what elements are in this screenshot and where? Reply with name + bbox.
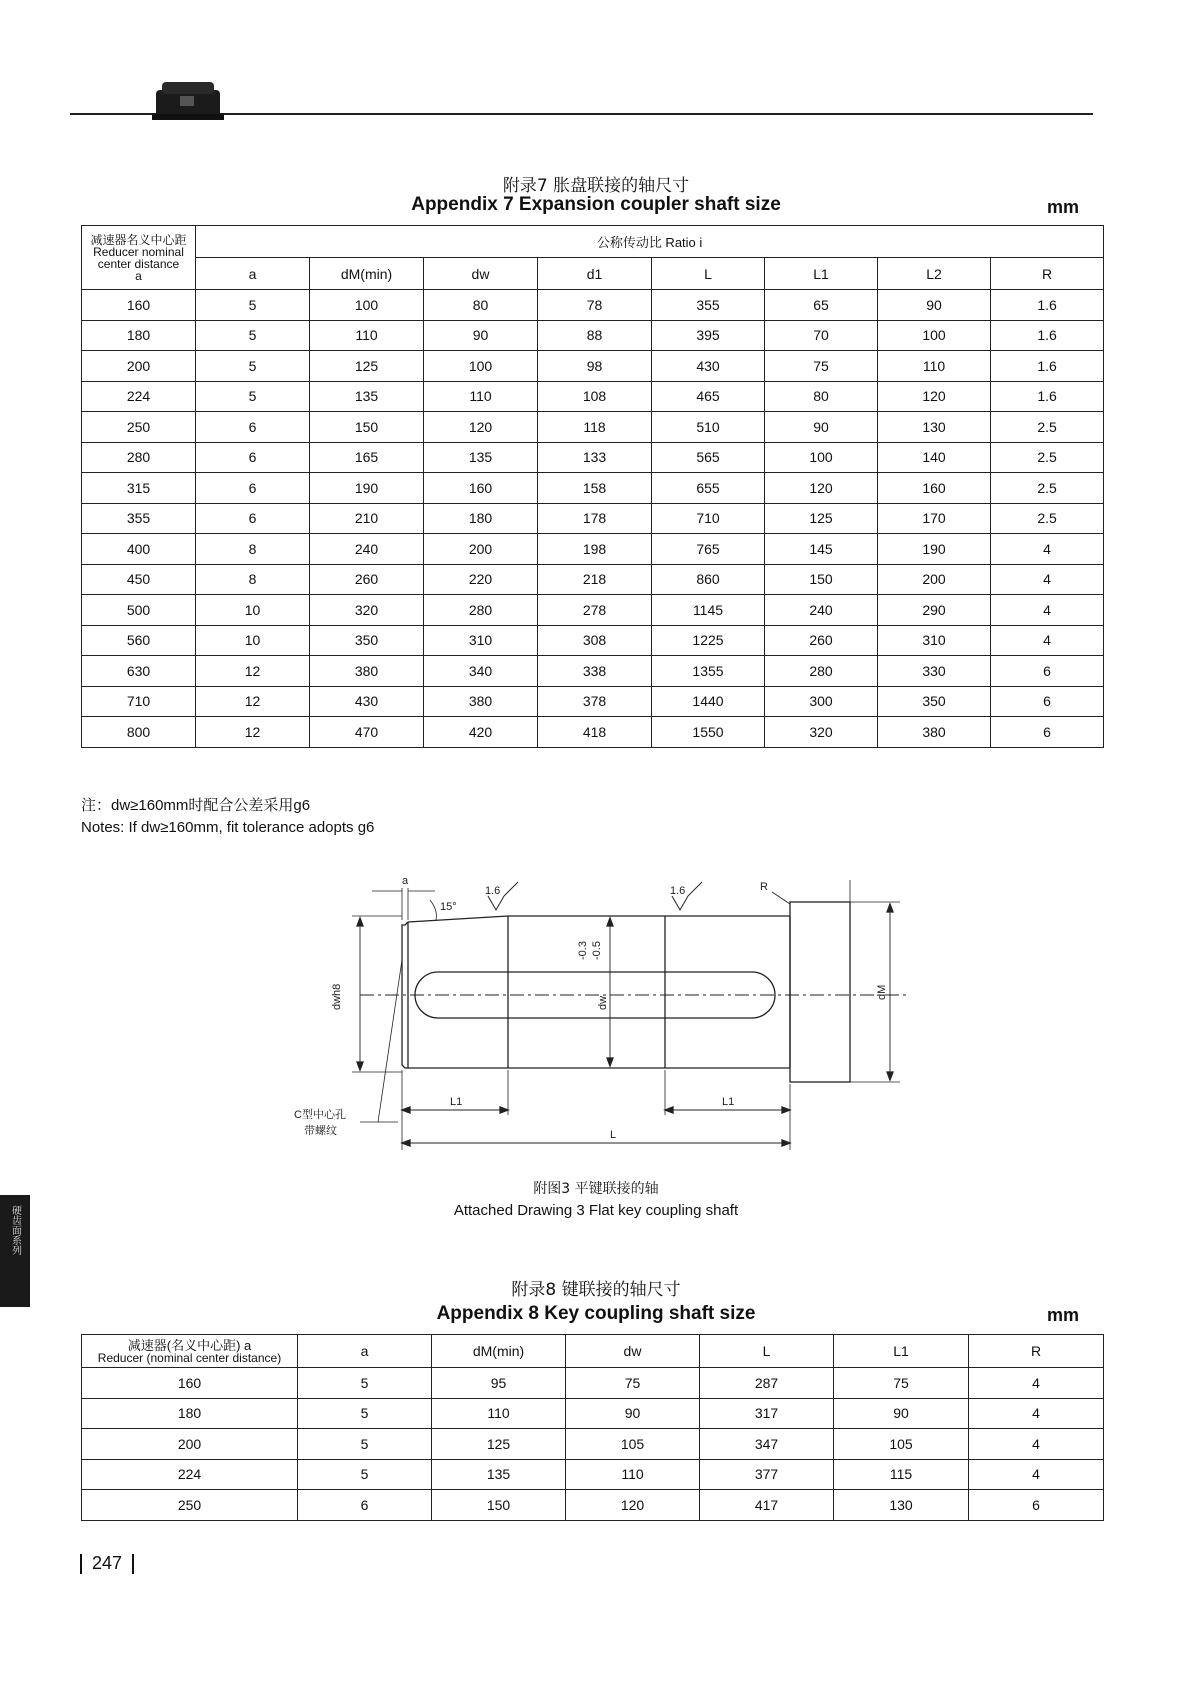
appendix8-title-cn: 附录8 键联接的轴尺寸 <box>511 1280 681 1300</box>
table-cell: 4 <box>969 1429 1104 1460</box>
table-row <box>82 1490 1104 1521</box>
table-cell: 180 <box>82 1398 298 1429</box>
table-cell: 400 <box>82 534 196 565</box>
table-cell: 110 <box>310 320 424 351</box>
table-cell: 380 <box>310 656 424 687</box>
appendix7-title-en: Appendix 7 Expansion coupler shaft size <box>411 194 781 215</box>
table-cell: 110 <box>878 351 991 382</box>
appendix8-table <box>81 1334 1104 1521</box>
table-cell: 4 <box>991 625 1104 656</box>
table-cell: 5 <box>298 1429 432 1460</box>
table-cell: 280 <box>424 595 538 626</box>
table-cell: 710 <box>82 686 196 717</box>
table-cell: 65 <box>765 290 878 321</box>
table-cell: 2.5 <box>991 442 1104 473</box>
table-cell: 80 <box>765 381 878 412</box>
table-cell: 308 <box>538 625 652 656</box>
table-cell: 1.6 <box>991 351 1104 382</box>
table-cell: 860 <box>652 564 765 595</box>
table-cell: 470 <box>310 717 424 748</box>
table-cell: 1.6 <box>991 290 1104 321</box>
table-cell: 5 <box>196 320 310 351</box>
table-cell: 218 <box>538 564 652 595</box>
table-cell: 655 <box>652 473 765 504</box>
table-cell: 310 <box>424 625 538 656</box>
drawing-caption-en: Attached Drawing 3 Flat key coupling shaft <box>453 1202 739 1219</box>
table-cell: 565 <box>652 442 765 473</box>
table-cell: 1440 <box>652 686 765 717</box>
table-cell: 200 <box>878 564 991 595</box>
appendix8-col-header: dw <box>566 1335 700 1368</box>
table-cell: 300 <box>765 686 878 717</box>
table-cell: 110 <box>566 1459 700 1490</box>
table-cell: 88 <box>538 320 652 351</box>
table-cell: 135 <box>432 1459 566 1490</box>
table-cell: 6 <box>196 412 310 443</box>
appendix8-col-header: R <box>969 1335 1104 1368</box>
appendix8-col-header: dM(min) <box>432 1335 566 1368</box>
table-cell: 6 <box>298 1490 432 1521</box>
table-cell: 80 <box>424 290 538 321</box>
table-cell: 320 <box>310 595 424 626</box>
appendix7-col-header: a <box>196 258 310 290</box>
table-cell: 260 <box>310 564 424 595</box>
table-cell: 125 <box>765 503 878 534</box>
roughness-label-1: 1.6 <box>485 885 501 897</box>
table-cell: 100 <box>765 442 878 473</box>
table-cell: 5 <box>196 290 310 321</box>
table-cell: 210 <box>310 503 424 534</box>
appendix7-col-header: dw <box>424 258 538 290</box>
table-row <box>82 351 1104 382</box>
table-cell: 120 <box>566 1490 700 1521</box>
table-cell: 135 <box>424 442 538 473</box>
table-cell: 4 <box>991 534 1104 565</box>
table-cell: 150 <box>310 412 424 443</box>
table-cell: 70 <box>765 320 878 351</box>
table-row <box>82 656 1104 687</box>
appendix7-notes <box>81 795 374 839</box>
dim-label-angle: 15° <box>440 901 457 913</box>
table-cell: 75 <box>566 1368 700 1399</box>
table-cell: 2.5 <box>991 412 1104 443</box>
series-side-tab <box>0 1195 30 1307</box>
table-cell: 510 <box>652 412 765 443</box>
roughness-label-2: 1.6 <box>670 885 686 897</box>
table-cell: 6 <box>969 1490 1104 1521</box>
table-row <box>82 320 1104 351</box>
page-number: 247 <box>80 1553 134 1574</box>
table-cell: 500 <box>82 595 196 626</box>
dim-label-dM: dM <box>876 984 888 1000</box>
table-cell: 4 <box>969 1368 1104 1399</box>
table-cell: 190 <box>878 534 991 565</box>
table-cell: 160 <box>82 290 196 321</box>
table-cell: 417 <box>700 1490 834 1521</box>
table-cell: 135 <box>310 381 424 412</box>
table-cell: 317 <box>700 1398 834 1429</box>
table-cell: 710 <box>652 503 765 534</box>
appendix8-unit: mm <box>1047 1305 1080 1325</box>
table-cell: 6 <box>196 473 310 504</box>
table-cell: 8 <box>196 564 310 595</box>
table-cell: 150 <box>432 1490 566 1521</box>
table-cell: 290 <box>878 595 991 626</box>
table-cell: 330 <box>878 656 991 687</box>
table-cell: 75 <box>765 351 878 382</box>
table-cell: 105 <box>834 1429 969 1460</box>
dim-label-tol-upper: -0.3 <box>577 941 589 960</box>
table-cell: 1.6 <box>991 381 1104 412</box>
table-cell: 160 <box>878 473 991 504</box>
table-row <box>82 1459 1104 1490</box>
table-cell: 150 <box>765 564 878 595</box>
table-cell: 12 <box>196 656 310 687</box>
table-cell: 118 <box>538 412 652 443</box>
table-cell: 140 <box>878 442 991 473</box>
appendix7-col-header: d1 <box>538 258 652 290</box>
table-cell: 418 <box>538 717 652 748</box>
table-cell: 120 <box>765 473 878 504</box>
table-cell: 310 <box>878 625 991 656</box>
table-cell: 240 <box>765 595 878 626</box>
table-cell: 90 <box>834 1398 969 1429</box>
dim-label-a: a <box>402 875 409 887</box>
center-hole-label-2: 带螺纹 <box>304 1125 337 1137</box>
table-cell: 115 <box>834 1459 969 1490</box>
table-cell: 75 <box>834 1368 969 1399</box>
table-cell: 160 <box>82 1368 298 1399</box>
table-row <box>82 564 1104 595</box>
table-cell: 125 <box>310 351 424 382</box>
appendix7-unit: mm <box>1047 197 1080 217</box>
appendix8-header-center-distance: 减速器(名义中心距) a Reducer (nominal center distance) <box>82 1335 298 1368</box>
table-cell: 90 <box>566 1398 700 1429</box>
table-cell: 160 <box>424 473 538 504</box>
table-cell: 320 <box>765 717 878 748</box>
table-cell: 1355 <box>652 656 765 687</box>
table-cell: 120 <box>878 381 991 412</box>
table-cell: 5 <box>196 381 310 412</box>
table-cell: 800 <box>82 717 196 748</box>
appendix7-table <box>81 225 1104 748</box>
table-cell: 2.5 <box>991 503 1104 534</box>
table-cell: 260 <box>765 625 878 656</box>
table-cell: 98 <box>538 351 652 382</box>
table-cell: 6 <box>991 717 1104 748</box>
note-cn: 注：dw≥160mm时配合公差采用g6 <box>81 797 311 814</box>
dim-label-tol-lower: -0.5 <box>591 941 603 960</box>
table-row <box>82 290 1104 321</box>
table-row <box>82 595 1104 626</box>
table-cell: 90 <box>424 320 538 351</box>
table-cell: 100 <box>310 290 424 321</box>
appendix8-col-header: L1 <box>834 1335 969 1368</box>
appendix7-header-ratio: 公称传动比 Ratio i <box>196 226 1104 258</box>
table-cell: 100 <box>878 320 991 351</box>
table-cell: 100 <box>424 351 538 382</box>
table-cell: 145 <box>765 534 878 565</box>
center-hole-label-1: C型中心孔 <box>294 1109 346 1121</box>
table-row <box>82 625 1104 656</box>
table-cell: 95 <box>432 1368 566 1399</box>
appendix7-col-header: dM(min) <box>310 258 424 290</box>
table-cell: 130 <box>834 1490 969 1521</box>
table-cell: 130 <box>878 412 991 443</box>
table-cell: 465 <box>652 381 765 412</box>
table-cell: 5 <box>298 1368 432 1399</box>
dim-label-dw: dw <box>597 995 609 1010</box>
note-en: Notes: If dw≥160mm, fit tolerance adopts g6 <box>81 819 375 836</box>
table-cell: 190 <box>310 473 424 504</box>
table-cell: 200 <box>82 1429 298 1460</box>
table-cell: 12 <box>196 686 310 717</box>
table-cell: 5 <box>298 1459 432 1490</box>
table-cell: 110 <box>432 1398 566 1429</box>
table-cell: 287 <box>700 1368 834 1399</box>
table-cell: 165 <box>310 442 424 473</box>
table-cell: 198 <box>538 534 652 565</box>
appendix8-col-header: a <box>298 1335 432 1368</box>
table-cell: 6 <box>196 442 310 473</box>
table-cell: 224 <box>82 381 196 412</box>
table-cell: 78 <box>538 290 652 321</box>
series-side-tab-label: 硬齿面系列 <box>9 1205 21 1255</box>
table-cell: 12 <box>196 717 310 748</box>
table-cell: 224 <box>82 1459 298 1490</box>
table-cell: 158 <box>538 473 652 504</box>
table-cell: 10 <box>196 625 310 656</box>
table-cell: 765 <box>652 534 765 565</box>
table-cell: 355 <box>652 290 765 321</box>
table-cell: 4 <box>991 564 1104 595</box>
table-cell: 4 <box>969 1459 1104 1490</box>
table-cell: 250 <box>82 1490 298 1521</box>
table-cell: 380 <box>878 717 991 748</box>
dim-label-R: R <box>760 881 768 893</box>
table-cell: 380 <box>424 686 538 717</box>
table-row <box>82 1368 1104 1399</box>
appendix7-title-cn: 附录7 胀盘联接的轴尺寸 <box>502 176 690 196</box>
table-cell: 200 <box>424 534 538 565</box>
table-cell: 1.6 <box>991 320 1104 351</box>
table-cell: 560 <box>82 625 196 656</box>
table-cell: 220 <box>424 564 538 595</box>
table-cell: 350 <box>878 686 991 717</box>
table-cell: 4 <box>969 1398 1104 1429</box>
table-cell: 338 <box>538 656 652 687</box>
table-cell: 340 <box>424 656 538 687</box>
table-cell: 5 <box>196 351 310 382</box>
table-cell: 450 <box>82 564 196 595</box>
table-cell: 180 <box>82 320 196 351</box>
table-cell: 395 <box>652 320 765 351</box>
table-cell: 108 <box>538 381 652 412</box>
table-cell: 4 <box>991 595 1104 626</box>
dim-label-L1-left: L1 <box>450 1096 463 1108</box>
table-cell: 347 <box>700 1429 834 1460</box>
table-cell: 1550 <box>652 717 765 748</box>
appendix7-col-header: R <box>991 258 1104 290</box>
table-cell: 280 <box>765 656 878 687</box>
table-row <box>82 1398 1104 1429</box>
dim-label-L: L <box>610 1129 617 1141</box>
table-cell: 430 <box>310 686 424 717</box>
table-row <box>82 473 1104 504</box>
table-cell: 180 <box>424 503 538 534</box>
table-cell: 240 <box>310 534 424 565</box>
table-row <box>82 503 1104 534</box>
table-cell: 200 <box>82 351 196 382</box>
dim-label-dwh8: dwh8 <box>331 983 343 1010</box>
drawing-caption <box>346 1178 846 1222</box>
table-cell: 350 <box>310 625 424 656</box>
table-row <box>82 442 1104 473</box>
table-cell: 5 <box>298 1398 432 1429</box>
table-cell: 133 <box>538 442 652 473</box>
table-cell: 10 <box>196 595 310 626</box>
table-cell: 355 <box>82 503 196 534</box>
table-cell: 250 <box>82 412 196 443</box>
table-cell: 90 <box>878 290 991 321</box>
table-cell: 105 <box>566 1429 700 1460</box>
table-cell: 6 <box>991 656 1104 687</box>
table-row <box>82 1429 1104 1460</box>
appendix8-col-header: L <box>700 1335 834 1368</box>
table-row <box>82 717 1104 748</box>
table-cell: 377 <box>700 1459 834 1490</box>
table-row <box>82 534 1104 565</box>
table-cell: 170 <box>878 503 991 534</box>
table-cell: 178 <box>538 503 652 534</box>
table-cell: 90 <box>765 412 878 443</box>
table-cell: 315 <box>82 473 196 504</box>
table-cell: 120 <box>424 412 538 443</box>
table-cell: 125 <box>432 1429 566 1460</box>
dim-label-L1-right: L1 <box>722 1096 735 1108</box>
table-cell: 8 <box>196 534 310 565</box>
drawing-caption-cn: 附图3 平键联接的轴 <box>533 1181 659 1197</box>
table-cell: 278 <box>538 595 652 626</box>
table-cell: 110 <box>424 381 538 412</box>
table-cell: 430 <box>652 351 765 382</box>
table-row <box>82 381 1104 412</box>
table-cell: 280 <box>82 442 196 473</box>
table-cell: 2.5 <box>991 473 1104 504</box>
table-row <box>82 412 1104 443</box>
table-cell: 420 <box>424 717 538 748</box>
appendix7-col-header: L1 <box>765 258 878 290</box>
table-cell: 378 <box>538 686 652 717</box>
gearbox-logo-icon <box>152 78 224 122</box>
appendix8-title-en: Appendix 8 Key coupling shaft size <box>436 1303 756 1324</box>
table-cell: 6 <box>991 686 1104 717</box>
table-cell: 6 <box>196 503 310 534</box>
table-cell: 1225 <box>652 625 765 656</box>
table-row <box>82 686 1104 717</box>
table-cell: 1145 <box>652 595 765 626</box>
appendix7-header-center-distance: 减速器名义中心距 Reducer nominal center distance a <box>82 226 196 290</box>
flat-key-shaft-drawing <box>260 860 940 1160</box>
table-cell: 630 <box>82 656 196 687</box>
appendix7-col-header: L <box>652 258 765 290</box>
appendix7-col-header: L2 <box>878 258 991 290</box>
